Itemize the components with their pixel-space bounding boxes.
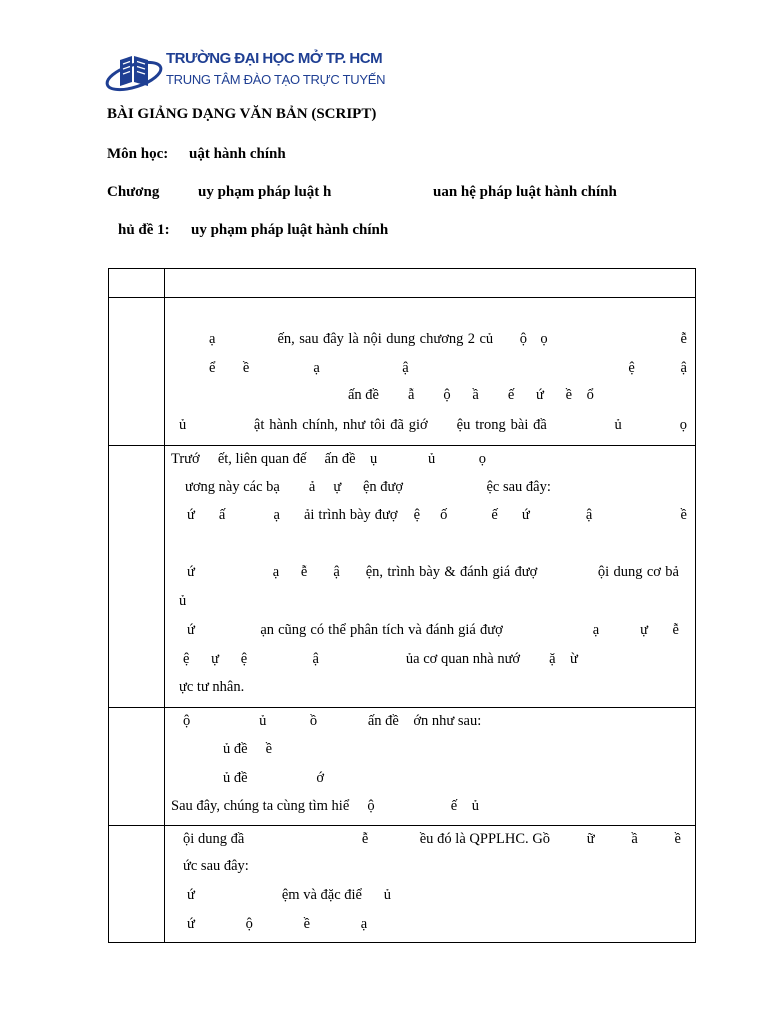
table-row xyxy=(109,446,696,708)
topic-value: uy phạm pháp luật hành chính xyxy=(191,222,389,238)
text-line: ội dung đầ ễ ều đó là QPPLHC. Gồ ữ ầ ề xyxy=(183,831,681,847)
document-title: BÀI GIẢNG DẠNG VĂN BẢN (SCRIPT) xyxy=(107,106,377,122)
table-cell-index xyxy=(109,298,165,446)
text-line: Trướ ết, liên quan đế ấn đề ụ ủ ọ xyxy=(171,451,487,467)
topic-label: hủ đề 1: xyxy=(118,222,170,238)
logo-center-name: TRUNG TÂM ĐÀO TẠO TRỰC TUYẾN xyxy=(166,72,386,87)
text-line: ủ ật hành chính, như tôi đã giớ ệu trong bài đầ ủ ọ xyxy=(179,417,687,433)
text-line: ứ ộ ề ạ xyxy=(187,916,368,932)
text-line: ộ ủ ồ ấn đề ớn như sau: xyxy=(183,713,482,729)
table-cell-index xyxy=(109,446,165,708)
text-line: ứ ạ ễ ậ ện, trình bày & đánh giá đượ ội dung cơ bả xyxy=(187,564,679,580)
table-cell-content xyxy=(165,446,696,708)
university-logo xyxy=(104,48,386,94)
text-line: ứ ạn cũng có thể phân tích và đánh giá đượ ạ ự ễ xyxy=(187,622,679,638)
table-cell-index xyxy=(109,826,165,943)
table-cell-index xyxy=(109,708,165,826)
text-line: ủ xyxy=(179,593,187,609)
text-line: ức sau đây: xyxy=(183,858,249,874)
table-cell-content xyxy=(165,708,696,826)
table-cell-content xyxy=(165,298,696,446)
text-line: ứ ấ ạ ải trình bày đượ ệ ố ế ứ ậ ề xyxy=(187,507,687,523)
table-row xyxy=(109,708,696,826)
table-row xyxy=(109,826,696,943)
text-line: ực tư nhân. xyxy=(179,679,245,695)
subject-value: uật hành chính xyxy=(189,146,286,162)
text-line: ể ề ạ ậ ệ ậ xyxy=(209,360,687,376)
table-cell-content xyxy=(165,826,696,943)
text-line: ủ đề ề xyxy=(223,741,273,757)
chapter-label: Chương xyxy=(107,184,160,200)
text-line: Sau đây, chúng ta cùng tìm hiể ộ ế ủ xyxy=(171,798,479,814)
open-book-logo-icon xyxy=(104,48,164,94)
table-row xyxy=(109,269,696,298)
text-line: ứ ệm và đặc điể ủ xyxy=(187,887,391,903)
text-line: ấn đề ẫ ộ ầ ế ứ ề ổ xyxy=(348,387,594,403)
table-row xyxy=(109,298,696,446)
table-cell-content xyxy=(165,269,696,298)
subject-label: Môn học: xyxy=(107,146,169,162)
table-cell-index xyxy=(109,269,165,298)
script-table xyxy=(108,268,696,943)
chapter-title-part1: uy phạm pháp luật h xyxy=(198,184,332,200)
text-line: ệ ự ệ ậ ủa cơ quan nhà nướ ặ ừ xyxy=(183,651,578,667)
chapter-title-part2: uan hệ pháp luật hành chính xyxy=(433,184,617,200)
logo-university-name: TRƯỜNG ĐẠI HỌC MỞ TP. HCM xyxy=(166,50,383,67)
text-line: ương này các bạ ả ự ện đượ ệc sau đây: xyxy=(185,479,551,495)
text-line: ủ đề ớ xyxy=(223,770,325,786)
text-line: ạ ến, sau đây là nội dung chương 2 củ ộ ọ ễ xyxy=(209,331,687,347)
